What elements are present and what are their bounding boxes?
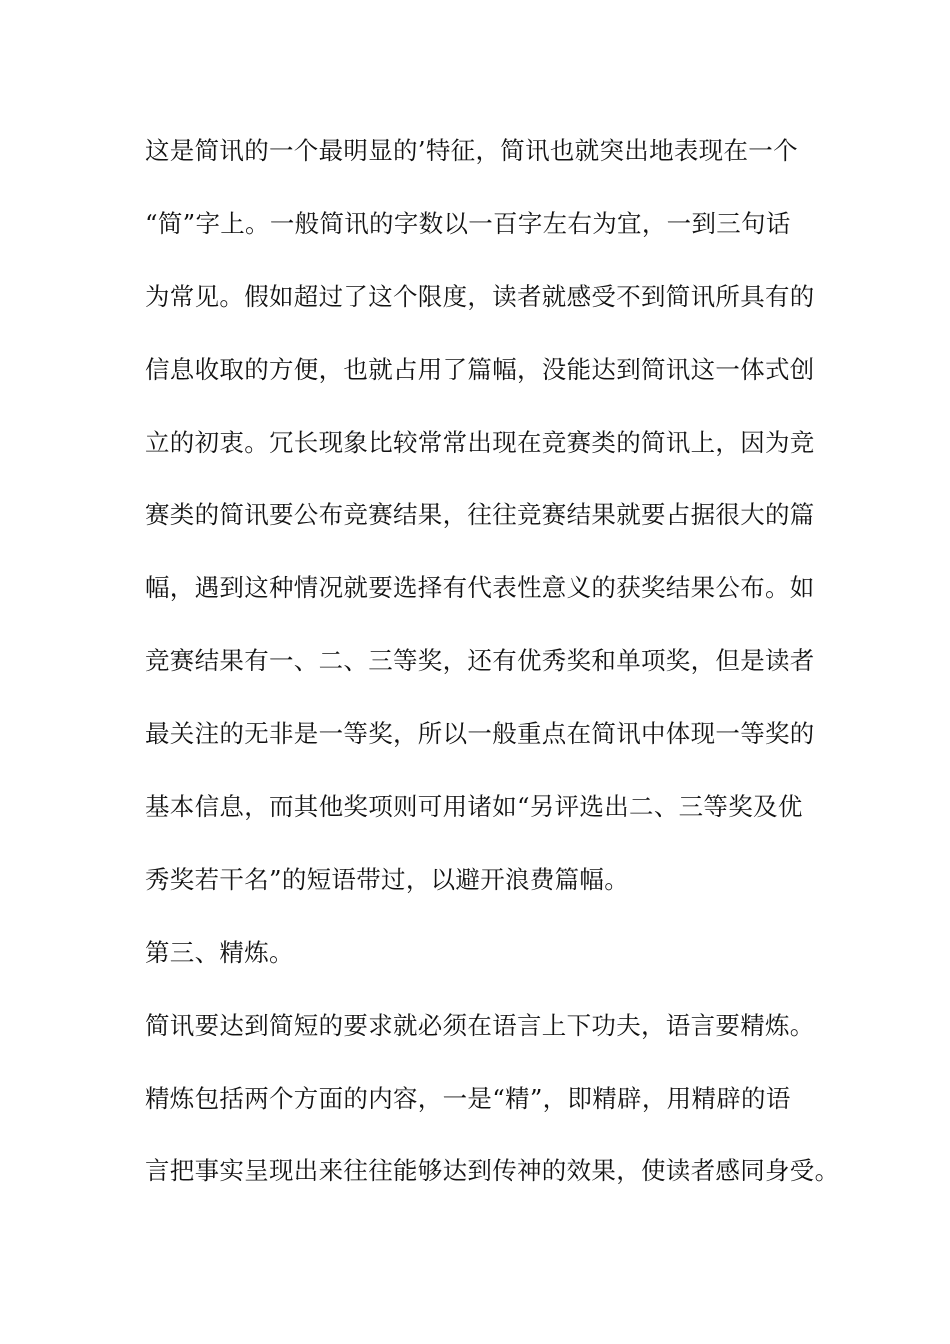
- text-line: 简讯要达到简短的要求就必须在语言上下功夫，语言要精炼。: [145, 1010, 815, 1040]
- text-line: 立的初衷。冗长现象比较常常出现在竞赛类的简讯上，因为竞: [145, 427, 815, 457]
- text-line: 这是简讯的一个最明显的’特征，简讯也就突出地表现在一个: [145, 136, 798, 165]
- text-line: 信息收取的方便，也就占用了篇幅，没能达到简讯这一体式创: [145, 354, 815, 384]
- text-line: 秀奖若干名”的短语带过，以避开浪费篇幅。: [145, 864, 630, 894]
- text-line: “简”字上。一般简讯的字数以一百字左右为宜，一到三句话: [145, 208, 791, 238]
- text-line: 幅，遇到这种情况就要选择有代表性意义的获奖结果公布。如: [145, 573, 815, 603]
- body-text: [145, 126, 845, 1219]
- text-line: 最关注的无非是一等奖，所以一般重点在简讯中体现一等奖的: [145, 719, 815, 749]
- text-line: 基本信息，而其他奖项则可用诸如“另评选出二、三等奖及优: [145, 792, 803, 822]
- text-line: 为常见。假如超过了这个限度，读者就感受不到简讯所具有的: [145, 281, 815, 311]
- text-line: 竞赛结果有一、二、三等奖，还有优秀奖和单项奖，但是读者: [145, 646, 815, 676]
- text-line: 言把事实呈现出来往往能够达到传神的效果，使读者感同身受。: [145, 1156, 840, 1186]
- text-line: 赛类的简讯要公布竞赛结果，往往竞赛结果就要占据很大的篇: [145, 500, 815, 530]
- section-heading: 第三、精炼。: [145, 937, 294, 967]
- text-line: 精炼包括两个方面的内容，一是“精”，即精辟，用精辟的语: [145, 1083, 791, 1113]
